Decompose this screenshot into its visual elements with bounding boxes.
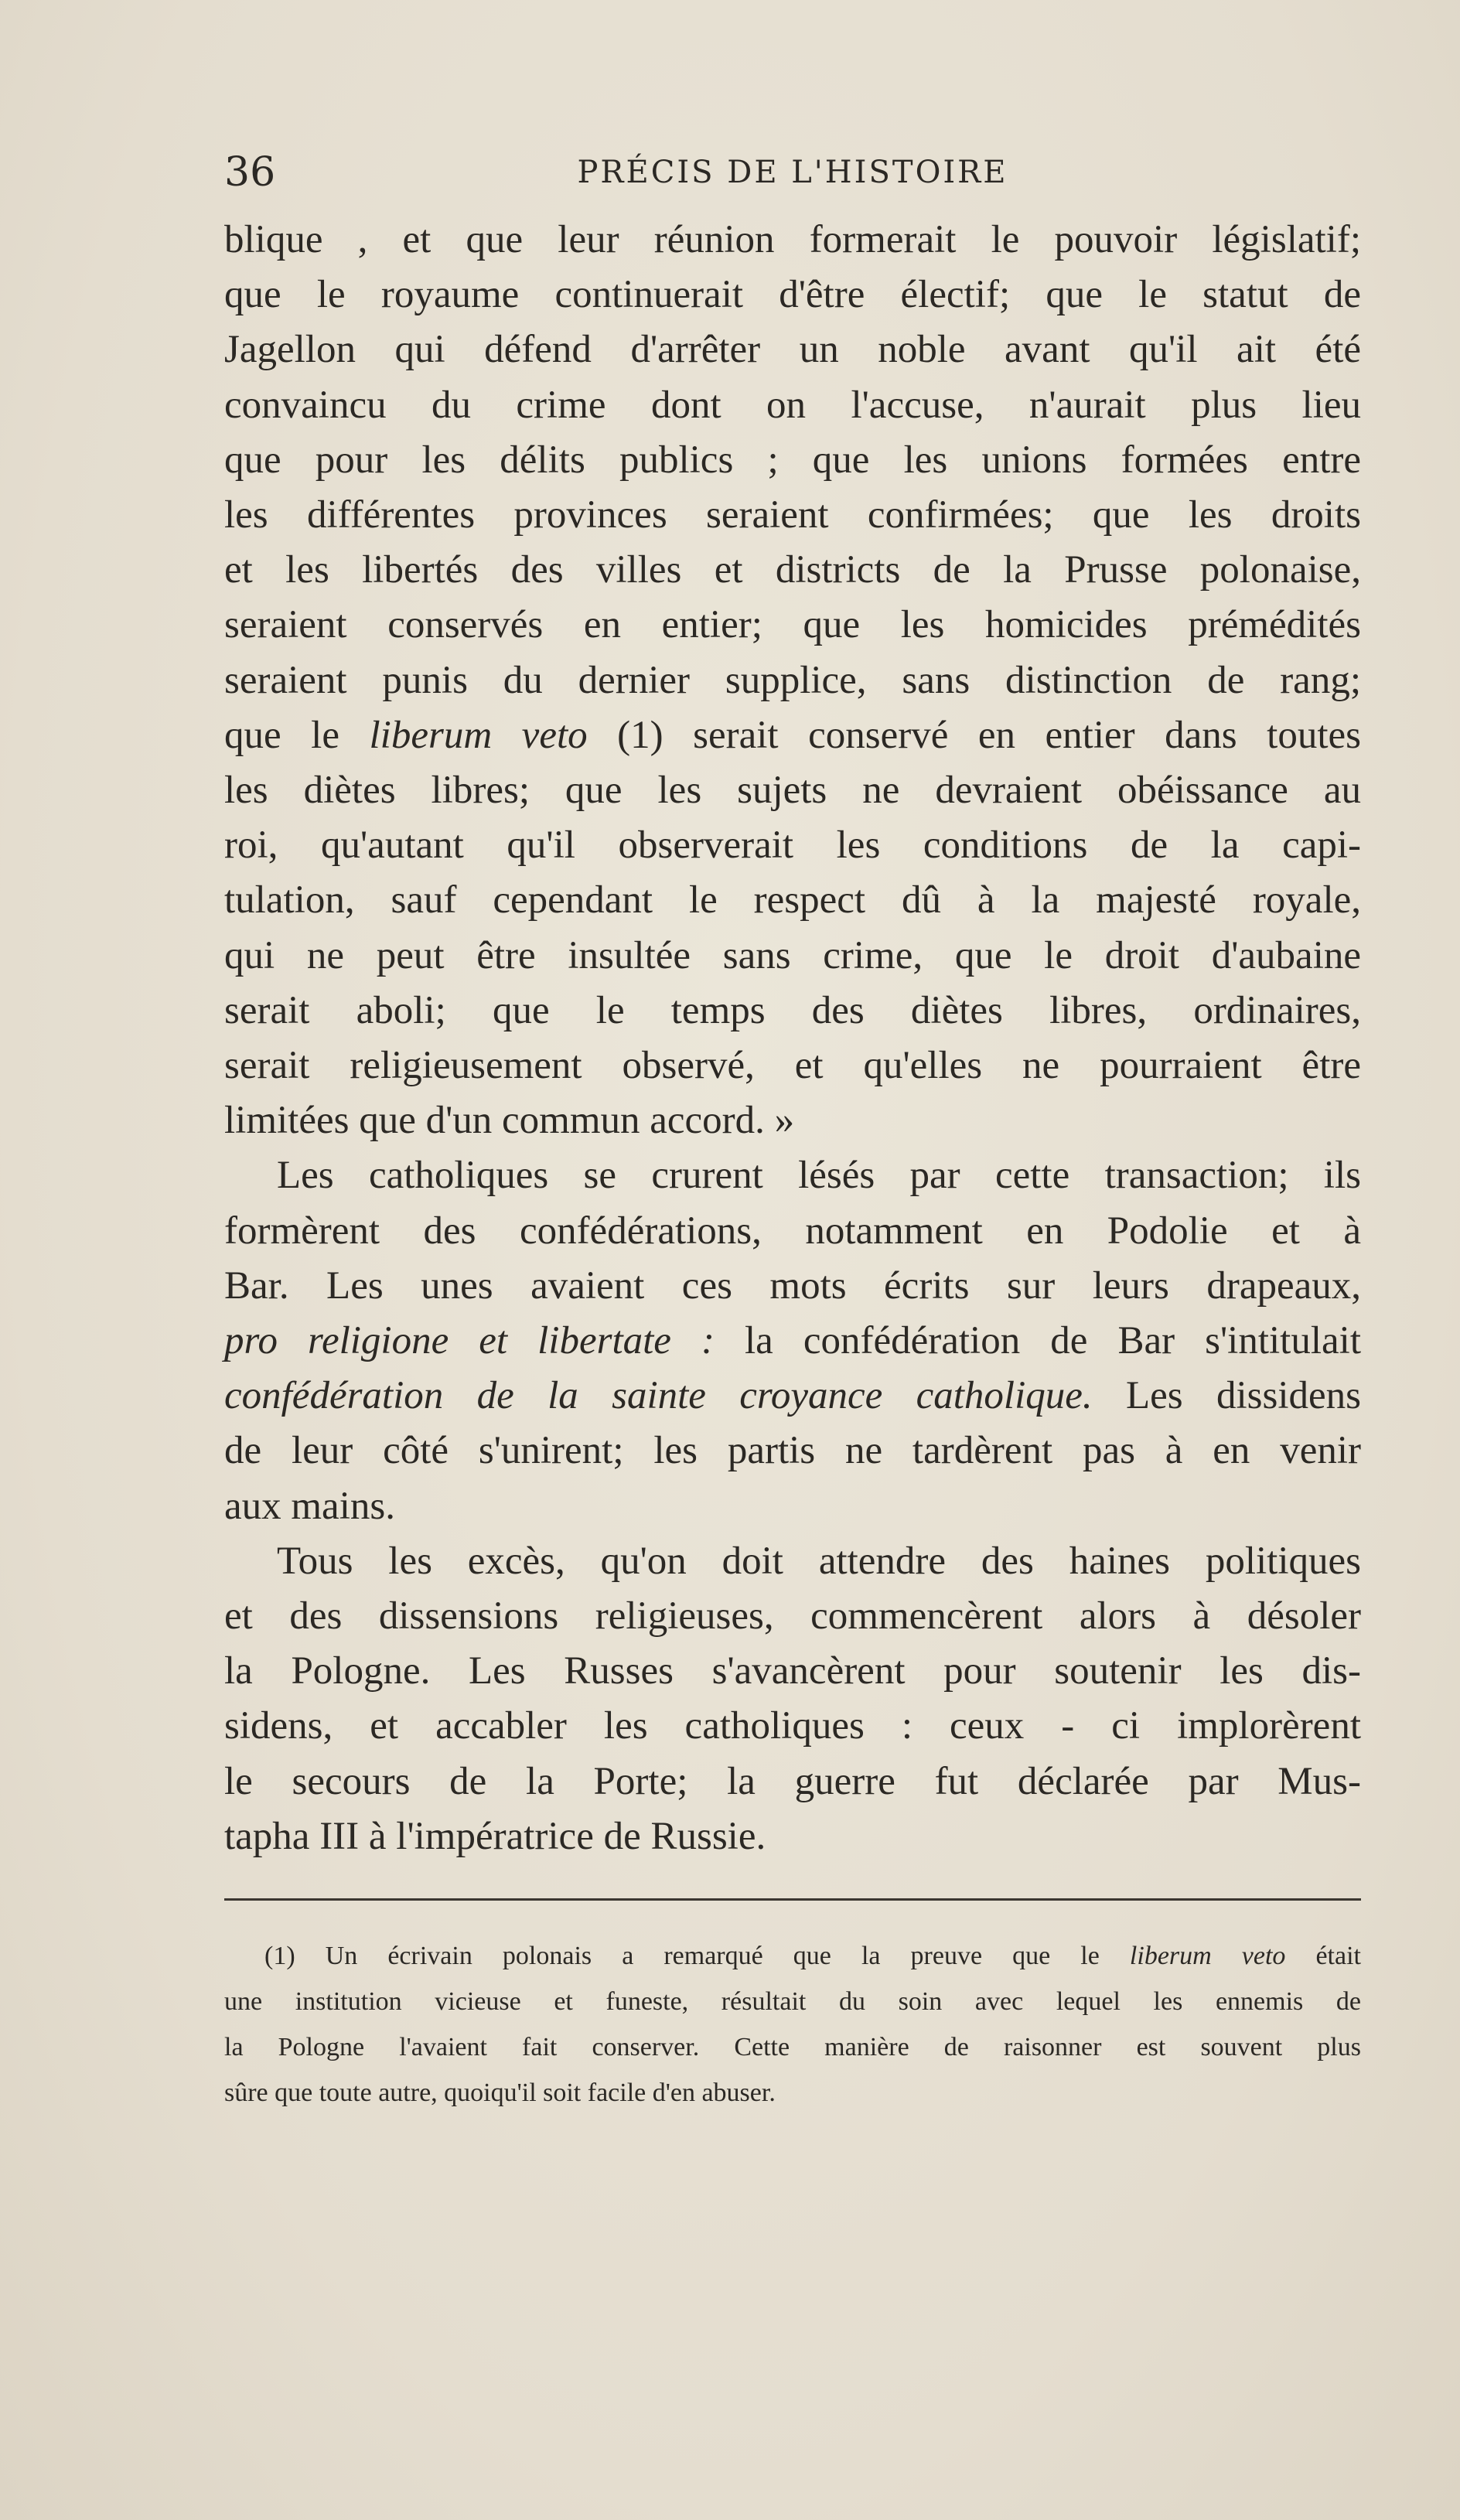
text-line	[224, 322, 1361, 377]
text-segment: Les dissidens	[1092, 1374, 1361, 1418]
text-line	[224, 1259, 1361, 1314]
text-line	[224, 1699, 1361, 1754]
text-segment: sidens, et accabler les catholiques : ceux - ci implorèrent	[224, 1704, 1361, 1748]
text-line	[224, 488, 1361, 543]
text-segment: tulation, sauf cependant le respect dû à la majesté royale,	[224, 878, 1361, 922]
text-segment: formèrent des confédérations, notamment en Podolie et à	[224, 1209, 1361, 1253]
italic-text: pro religione et libertate :	[224, 1319, 715, 1363]
text-segment: Les catholiques se crurent lésés par cette transaction; ils	[277, 1154, 1361, 1198]
paragraph	[224, 1534, 1361, 1864]
main-text	[224, 213, 1361, 1864]
italic-text: liberum veto	[1129, 1942, 1286, 1970]
text-line	[224, 268, 1361, 322]
text-segment: qui ne peut être insultée sans crime, que le droit d'aubaine	[224, 933, 1361, 977]
text-line	[224, 1933, 1361, 1979]
text-segment: seraient conservés en entier; que les homicides prémédités	[224, 603, 1361, 647]
text-line	[224, 1979, 1361, 2024]
text-line	[224, 433, 1361, 488]
text-segment: blique , et que leur réunion formerait le pouvoir législatif;	[224, 218, 1361, 261]
text-segment: Bar. Les unes avaient ces mots écrits sur leurs drapeaux,	[224, 1263, 1361, 1308]
text-line	[224, 1148, 1361, 1203]
text-line	[224, 653, 1361, 708]
page-header	[224, 145, 1361, 199]
text-line	[224, 598, 1361, 653]
text-line	[224, 1424, 1361, 1478]
text-segment: que le	[224, 713, 370, 757]
text-segment: sûre que toute autre, quoiqu'il soit facile d'en abuser.	[224, 2078, 776, 2107]
italic-text: confédération de la sainte croyance catholique.	[224, 1374, 1093, 1418]
text-line	[224, 1204, 1361, 1259]
text-line	[224, 818, 1361, 873]
text-segment: le secours de la Porte; la guerre fut déclarée par Mus-	[224, 1759, 1361, 1803]
text-segment: les différentes provinces seraient confirmées; que les droits	[224, 493, 1361, 537]
text-line	[224, 1093, 1361, 1148]
text-segment: serait aboli; que le temps des diètes libres, ordinaires,	[224, 988, 1361, 1032]
text-segment: roi, qu'autant qu'il observerait les conditions de la capi-	[224, 824, 1361, 868]
text-segment: aux mains.	[224, 1484, 395, 1528]
text-segment: seraient punis du dernier supplice, sans distinction de rang;	[224, 658, 1361, 702]
text-line	[224, 1754, 1361, 1809]
footnote	[224, 1933, 1361, 2116]
footnote-separator	[224, 1898, 1361, 1901]
text-segment: limitées que d'un commun accord. »	[224, 1099, 795, 1143]
italic-text: liberum veto	[369, 713, 588, 757]
running-title: PRÉCIS DE L'HISTOIRE	[577, 155, 1008, 190]
paragraph	[224, 213, 1361, 1148]
text-line	[224, 1038, 1361, 1093]
text-segment: la Pologne. Les Russes s'avancèrent pour soutenir les dis-	[224, 1649, 1361, 1693]
text-line	[224, 543, 1361, 598]
text-line	[224, 1369, 1361, 1424]
page-number: 36	[224, 149, 276, 196]
text-segment: serait religieusement observé, et qu'elles ne pourraient être	[224, 1044, 1361, 1088]
text-segment: et les libertés des villes et districts de la Prusse polonaise,	[224, 548, 1361, 592]
text-line	[224, 1644, 1361, 1699]
text-line	[224, 1314, 1361, 1369]
text-line	[224, 1809, 1361, 1864]
text-line	[224, 929, 1361, 984]
text-line	[224, 708, 1361, 763]
text-segment: tapha III à l'impératrice de Russie.	[224, 1814, 766, 1858]
text-line	[224, 378, 1361, 433]
text-segment: les diètes libres; que les sujets ne devraient obéissance au	[224, 769, 1361, 813]
text-segment: la Pologne l'avaient fait conserver. Cette manière de raisonner est souvent plus	[224, 2033, 1361, 2061]
text-segment: et des dissensions religieuses, commencèrent alors à désoler	[224, 1594, 1361, 1639]
text-segment: était	[1285, 1942, 1361, 1970]
text-segment: la confédération de Bar s'intitulait	[714, 1319, 1361, 1363]
text-segment: convaincu du crime dont on l'accuse, n'aurait plus lieu	[224, 383, 1361, 427]
text-line	[224, 213, 1361, 268]
paragraph	[224, 1148, 1361, 1533]
text-segment: Jagellon qui défend d'arrêter un noble avant qu'il ait été	[224, 328, 1361, 372]
text-line	[224, 873, 1361, 928]
text-line	[224, 2024, 1361, 2070]
text-segment: (1) serait conservé en entier dans toutes	[587, 713, 1361, 757]
text-segment: que pour les délits publics ; que les unions formées entre	[224, 438, 1361, 482]
text-segment: Tous les excès, qu'on doit attendre des haines politiques	[277, 1539, 1361, 1583]
text-segment: (1) Un écrivain polonais a remarqué que la preuve que le	[264, 1942, 1130, 1970]
text-line	[224, 1534, 1361, 1589]
text-segment: que le royaume continuerait d'être électif; que le statut de	[224, 273, 1361, 317]
text-line	[224, 1589, 1361, 1644]
text-line	[224, 984, 1361, 1038]
text-line	[224, 763, 1361, 818]
text-segment: une institution vicieuse et funeste, résultait du soin avec lequel les ennemis de	[224, 1987, 1361, 2016]
text-line	[224, 1479, 1361, 1534]
text-segment: de leur côté s'unirent; les partis ne tardèrent pas à en venir	[224, 1429, 1361, 1473]
text-line	[224, 2070, 1361, 2116]
